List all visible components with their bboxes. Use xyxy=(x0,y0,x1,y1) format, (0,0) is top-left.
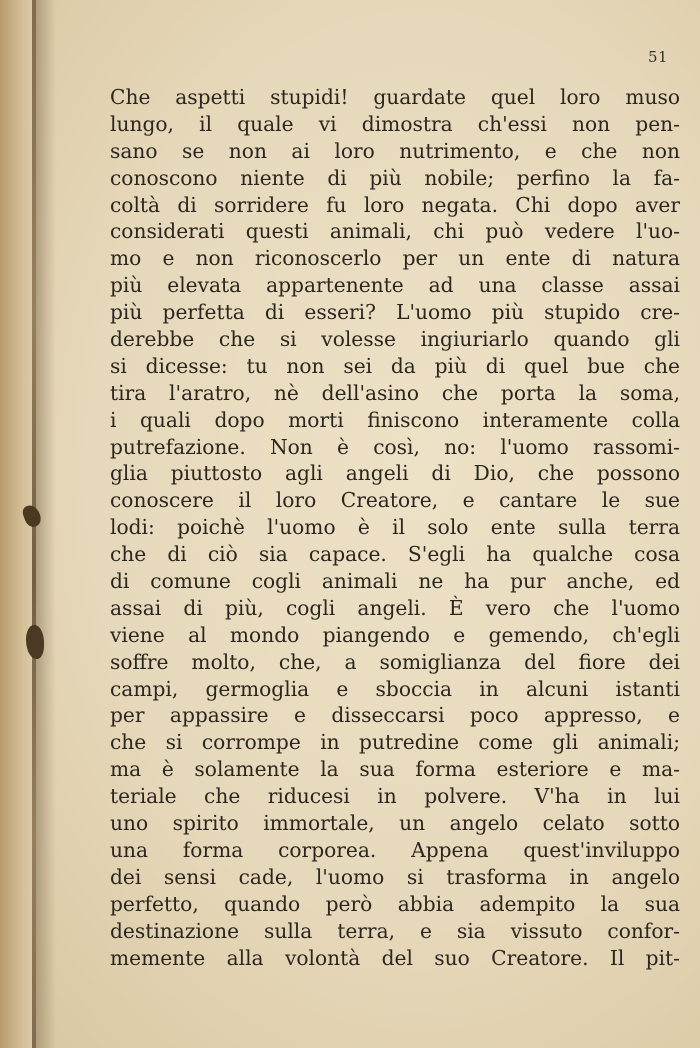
ink-blot xyxy=(26,625,44,659)
page-number: 51 xyxy=(648,48,669,66)
text-line: per appassire e disseccarsi poco appresso, e xyxy=(110,703,680,728)
text-line: lungo, il quale vi dimostra ch'essi non pen- xyxy=(110,111,680,136)
text-line: soffre molto, che, a somiglianza del fiore dei xyxy=(110,649,680,674)
text-line: i quali dopo morti finiscono interamente colla xyxy=(110,407,680,432)
text-line: uno spirito immortale, un angelo celato sotto xyxy=(110,811,680,836)
text-line: dei sensi cade, l'uomo si trasforma in angelo xyxy=(110,864,680,889)
text-line: più elevata appartenente ad una classe assai xyxy=(110,273,680,298)
text-line: considerati questi animali, chi può vedere l'uo- xyxy=(110,219,680,244)
text-line: putrefazione. Non è così, no: l'uomo rassomi- xyxy=(110,434,680,459)
text-line: memente alla volontà del suo Creatore. Il pit- xyxy=(110,945,680,970)
text-line: viene al mondo piangendo e gemendo, ch'egli xyxy=(110,622,680,647)
text-line: che di ciò sia capace. S'egli ha qualche cosa xyxy=(110,542,680,567)
text-line: teriale che riducesi in polvere. V'ha in lui xyxy=(110,784,680,809)
text-line: Che aspetti stupidi! guardate quel loro muso xyxy=(110,85,680,109)
text-line: derebbe che si volesse ingiuriarlo quando gli xyxy=(110,327,680,352)
text-line: assai di più, cogli angeli. È vero che l'uomo xyxy=(110,595,680,620)
text-line: sano se non ai loro nutrimento, e che non xyxy=(110,138,680,163)
text-line: di comune cogli animali ne ha pur anche, ed xyxy=(110,569,680,594)
text-line: conoscono niente di più nobile; perfino la fa- xyxy=(110,165,680,190)
text-line: mo e non riconoscerlo per un ente di natura xyxy=(110,246,680,271)
text-line: si dicesse: tu non sei da più di quel bue che xyxy=(110,353,680,378)
text-line: che si corrompe in putredine come gli animali; xyxy=(110,730,680,755)
text-line: destinazione sulla terra, e sia vissuto confor- xyxy=(110,918,680,943)
text-line: lodi: poichè l'uomo è il solo ente sulla terra xyxy=(110,515,680,540)
text-line: ma è solamente la sua forma esteriore e ma- xyxy=(110,757,680,782)
body-text xyxy=(110,84,680,971)
text-line: una forma corporea. Appena quest'inviluppo xyxy=(110,837,680,862)
text-line: campi, germoglia e sboccia in alcuni istanti xyxy=(110,676,680,701)
text-line: perfetto, quando però abbia adempito la sua xyxy=(110,891,680,916)
text-line: glia piuttosto agli angeli di Dio, che possono xyxy=(110,461,680,486)
text-line: più perfetta di esseri? L'uomo più stupido cre- xyxy=(110,300,680,325)
text-line: coltà di sorridere fu loro negata. Chi dopo aver xyxy=(110,192,680,217)
text-line: tira l'aratro, nè dell'asino che porta la soma, xyxy=(110,380,680,405)
text-line: conoscere il loro Creatore, e cantare le sue xyxy=(110,488,680,513)
